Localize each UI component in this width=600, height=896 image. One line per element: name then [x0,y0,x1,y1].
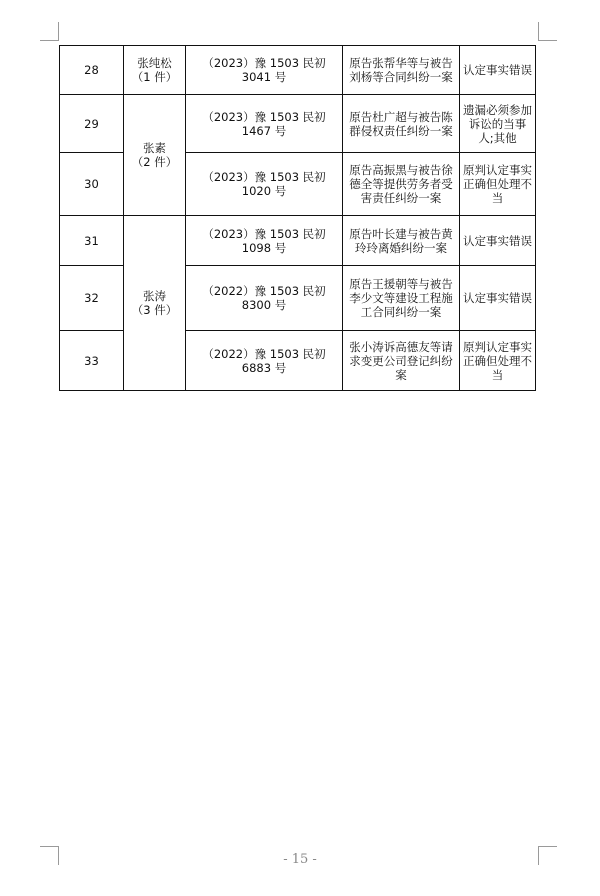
case-cause: 原告王援朝等与被告李少文等建设工程施工合同纠纷一案 [343,266,460,331]
case-cause: 原告张帮华等与被告刘杨等合同纠纷一案 [343,46,460,95]
reversal-reason: 原判认定事实正确但处理不当 [460,331,536,391]
judge-case-count: （1 件） [131,70,178,84]
judge-cell [124,216,186,391]
case-number: （2023）豫 1503 民初 3041 号 [186,46,343,95]
table-row [60,46,536,95]
case-number: （2022）豫 1503 民初 8300 号 [186,266,343,331]
row-number: 29 [60,95,124,153]
case-number: （2023）豫 1503 民初 1098 号 [186,216,343,266]
case-cause: 原告高振黑与被告徐德全等提供劳务者受害责任纠纷一案 [343,153,460,216]
case-table [59,45,536,391]
judge-name: 张纯松 [137,56,172,70]
row-number: 33 [60,331,124,391]
page-number: - 15 - [283,852,317,867]
reversal-reason: 原判认定事实正确但处理不当 [460,153,536,216]
case-cause: 张小涛诉高德友等请求变更公司登记纠纷案 [343,331,460,391]
judge-case-count: （3 件） [131,303,178,317]
judge-cell [124,46,186,95]
judge-case-count: （2 件） [131,155,178,169]
judge-cell [124,95,186,216]
row-number: 30 [60,153,124,216]
table-row [60,216,536,266]
case-number: （2023）豫 1503 民初 1020 号 [186,153,343,216]
row-number: 28 [60,46,124,95]
row-number: 32 [60,266,124,331]
case-number: （2022）豫 1503 民初 6883 号 [186,331,343,391]
table-row [60,95,536,153]
judge-name: 张素 [143,141,166,155]
row-number: 31 [60,216,124,266]
reversal-reason: 认定事实错误 [460,46,536,95]
case-number: （2023）豫 1503 民初 1467 号 [186,95,343,153]
corner-mark-top-right [538,22,557,41]
corner-mark-top-left [40,22,59,41]
case-cause: 原告叶长建与被告黄玲玲离婚纠纷一案 [343,216,460,266]
reversal-reason: 认定事实错误 [460,216,536,266]
case-cause: 原告杜广超与被告陈群侵权责任纠纷一案 [343,95,460,153]
reversal-reason: 认定事实错误 [460,266,536,331]
judge-name: 张涛 [143,289,166,303]
reversal-reason: 遗漏必须参加诉讼的当事人;其他 [460,95,536,153]
